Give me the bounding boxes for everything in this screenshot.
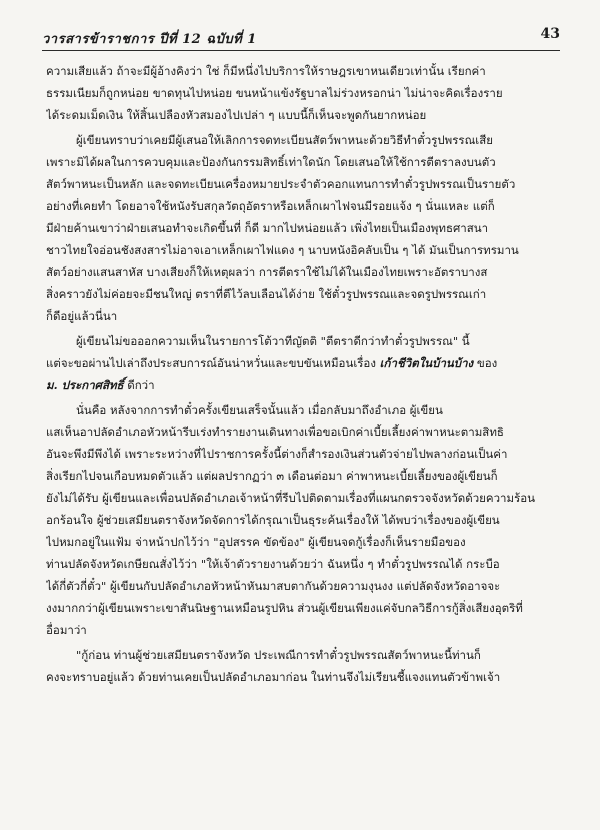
text-line: ความเสียแล้ว ถ้าจะมีผู้อ้างคิงว่า ใช่ ก็มีหนึ่งไปบริการให้ราษฎรเขาหนเดียวเท่านั้น เรียกค่า xyxy=(46,64,486,78)
text-line: อื่อมาว่า xyxy=(46,623,87,637)
text-line: ท่านปลัดจังหวัดเกษียณสั่งไว้ว่า "ให้เจ้าตัวรายงานด้วยว่า ฉันหนึ่ง ๆ ทำตั๋วรูปพรรณได้ กระบือ xyxy=(46,557,500,571)
text-line: คงจะทราบอยู่แล้ว ด้วยท่านเคยเป็นปลัดอำเภอมาก่อน ในท่านจึงไม่เรียนชี้แจงแทนตัวข้าพเจ้า xyxy=(46,670,501,684)
page-header xyxy=(42,28,560,50)
text-line: ผู้เขียนไม่ขอออกความเห็นในรายการโต้วาทีญัตติ "ตีตราดีกว่าทำตั๋วรูปพรรณ" นี้ xyxy=(76,334,470,348)
text-line: ธรรมเนียมก็ถูกหน่อย ขาดทุนไปหน่อย ขนหน้าแข้งรัฐบาลไม่ร่วงหรอกน่า ไม่น่าจะคิดเรื่องราย xyxy=(46,86,503,100)
text-line: ชาวไทยใจอ่อนชังสงสารไม่อาจเอาเหล็กเผาไฟแดง ๆ นาบหนังอิคลับเป็น ๆ ได้ มันเป็นการทรมาน xyxy=(46,243,519,257)
paragraph xyxy=(46,129,560,327)
text-line: แต่จะขอผ่านไปเล่าถึงประสบการณ์อันน่าหวั่นและขบขันเหมือนเรื่อง เก้าชีวิตในบ้านบ้าง ของ xyxy=(46,356,498,370)
text-line: แสเห็นอาปลัดอำเภอหัวหน้ารีบเร่งทำรายงานเดินทางเพื่อขอเบิกค่าเบี้ยเลี้ยงค่าพาหนะตามสิทธิ xyxy=(46,425,504,439)
text-line: เพราะมิได้ผลในการควบคุมและป้องกันกรรมสิทธิ์เท่าใดนัก โดยเสนอให้ใช้การตีตราลงบนตัว xyxy=(46,155,496,169)
paragraph xyxy=(46,330,560,396)
text-line: ได้กี่ตัวกี่ตั๋ว" ผู้เขียนกับปลัดอำเภอหัวหน้าหันมาสบตากันด้วยความงุนงง แต่ปลัดจังหวัดอาจจะ xyxy=(46,579,501,593)
paragraph xyxy=(46,60,560,126)
italic-title: ม. ประกาศสิทธิ์ xyxy=(46,378,124,392)
text-line: มีฝ่ายค้านเขาว่าฝ่ายเสนอทำจะเกิดขึ้นที่ ก็ดี มากไปหน่อยแล้ว เพิ่งไทยเป็นเมืองพุทธศาสนา xyxy=(46,221,489,235)
paragraph xyxy=(46,399,560,641)
page-number: 43 xyxy=(540,26,560,42)
text-line: ยังไม่ได้รับ ผู้เขียนและเพื่อนปลัดอำเภอเจ้าหน้าที่รีบไปติดตามเรื่องที่แผนกตรวจจังหวัดด้วยความร้อน xyxy=(46,491,536,505)
text-line: อย่างที่เคยทำ โดยอาจใช้หนังรับสกุลวัตถุอัตราหรือเหล็กเผาไฟจนมีรอยแจ้ง ๆ นั่นแหละ แต่ก็ xyxy=(46,199,495,213)
text-line: สิ่งเรียกไปจนเกือบหมดตัวแล้ว แต่ผลปรากฏว่า ๓ เดือนต่อมา ค่าพาหนะเบี้ยเลี้ยงของผู้เขียนก็ xyxy=(46,469,498,483)
italic-title: เก้าชีวิตในบ้านบ้าง xyxy=(379,356,474,370)
text-line: ผู้เขียนทราบว่าเคยมีผู้เสนอให้เลิกการจดทะเบียนสัตว์พาหนะด้วยวิธีทำตั๋วรูปพรรณเสีย xyxy=(76,133,493,147)
text-line: อกร้อนใจ ผู้ช่วยเสมียนตราจังหวัดจัดการได้กรุณาเป็นธุระค้นเรื่องให้ ได้พบว่าเรื่องของผู้เขียน xyxy=(46,513,500,527)
text-line: งงมากกว่าผู้เขียนเพราะเขาสันนิษฐานเหมือนรูปหิน ส่วนผู้เขียนเพียงแค่จับกลวิธีการกู้สิ่งเสียงอุตริที่ xyxy=(46,601,523,615)
text-line: นั่นคือ หลังจากการทำตั๋วครั้งเขียนเสร็จนั้นแล้ว เมื่อกลับมาถึงอำเภอ ผู้เขียน xyxy=(76,403,443,417)
text-line: อันจะพึงมีพึงได้ เพราะระหว่างที่ไปราชการครั้งนี้ต่างก็สำรองเงินส่วนตัวจ่ายไปพลางก่อนเป็นค่า xyxy=(46,447,508,461)
text-line: "กู้ก่อน ท่านผู้ช่วยเสมียนตราจังหวัด ประเพณีการทำตั๋วรูปพรรณสัตว์พาหนะนี้ท่านก็ xyxy=(76,648,481,662)
body-text xyxy=(46,60,560,691)
text-line: ม. ประกาศสิทธิ์ ดีกว่า xyxy=(46,378,155,392)
text-line: ได้ระดมเม็ดเงิน ให้สิ้นเปลืองหัวสมองไปเปล่า ๆ แบบนี้ก็เห็นจะพูดกันยากหน่อย xyxy=(46,108,427,122)
text-line: ไปหมกอยู่ในแฟ้ม จ่าหน้าปกไว้ว่า "อุปสรรค ขัดข้อง" ผู้เขียนจดกู้เรื่องก็เห็นรายมือของ xyxy=(46,535,466,549)
header-rule xyxy=(42,50,560,51)
paragraph xyxy=(46,644,560,688)
text-line: ก็ดีอยู่แล้วนี่นา xyxy=(46,309,118,323)
journal-title: วารสารข้าราชการ ปีที่ 12 ฉบับที่ 1 xyxy=(42,32,257,47)
text-line: สัตว์พาหนะเป็นหลัก และจดทะเบียนเครื่องหมายประจำตัวคอกแทนการทำตั๋วรูปพรรณเป็นรายตัว xyxy=(46,177,516,191)
text-line: สัตว์อย่างแสนสาหัส บางเสียงก็ให้เหตุผลว่า การตีตราใช้ไม่ได้ในเมืองไทยเพราะอัตราบางส xyxy=(46,265,488,279)
text-line: สิ่งคราวยังไม่ค่อยจะมีชนใหญ่ ตราที่ตีไว้ลบเลือนได้ง่าย ใช้ตั๋วรูปพรรณและจดรูปพรรณเก่า xyxy=(46,287,487,301)
